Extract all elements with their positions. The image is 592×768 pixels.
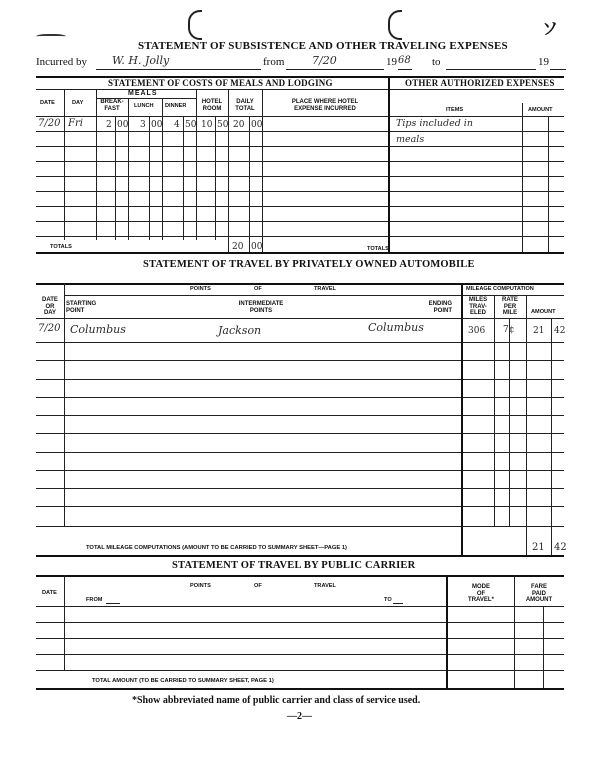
totals-right-label: TOTALS	[367, 246, 389, 252]
carrier-hdr-to: TO	[384, 597, 392, 603]
item-note-line2: meals	[396, 134, 425, 145]
carrier-hdr-from: FROM	[86, 597, 103, 603]
hdr-date: DATE	[40, 100, 55, 106]
carrier-travel-word: TRAVEL	[314, 583, 336, 589]
auto-hdr-amount: AMOUNT	[531, 309, 556, 315]
page-number: —2—	[287, 711, 312, 722]
corner-mark: ソ	[542, 19, 559, 38]
auto-of-word: OF	[254, 286, 262, 292]
carrier-hdr-date: DATE	[42, 590, 57, 596]
auto-hdr-date: DATE OR DAY	[42, 297, 58, 316]
main-title: STATEMENT OF SUBSISTENCE AND OTHER TRAVELING EXPENSES	[138, 40, 508, 52]
auto-hdr-miles: MILES TRAV- ELED	[468, 297, 488, 316]
other-expenses-title: OTHER AUTHORIZED EXPENSES	[405, 78, 555, 88]
auto-hdr-intermediate: INTERMEDIATE POINTS	[238, 301, 284, 314]
auto-total-dollars: 21	[532, 542, 545, 553]
carrier-hdr-mode: MODE OF TRAVEL*	[468, 584, 494, 603]
from-label: from	[263, 56, 285, 68]
meal-row-day: Fri	[68, 118, 83, 129]
breakfast-dollars: 2	[106, 120, 112, 130]
carrier-footnote: *Show abbreviated name of public carrier and class of service used.	[132, 695, 421, 706]
auto-hdr-ending: ENDING POINT	[428, 301, 452, 314]
hdr-amount: AMOUNT	[528, 107, 553, 113]
daily-cents: 00	[251, 120, 263, 130]
carrier-total-label: TOTAL AMOUNT (TO BE CARRIED TO SUMMARY SHEET, PAGE 1)	[92, 678, 274, 684]
totals-label: TOTALS	[50, 244, 72, 250]
totals-daily-cents: 00	[251, 242, 263, 252]
carrier-section-title: STATEMENT OF TRAVEL BY PUBLIC CARRIER	[172, 560, 416, 571]
auto-row-amount-dollars: 21	[533, 326, 545, 336]
meals-section-title: STATEMENT OF COSTS OF MEALS AND LODGING	[108, 78, 333, 88]
hdr-lunch: LUNCH	[134, 103, 154, 109]
year1-prefix: 19	[386, 56, 397, 68]
auto-total-label: TOTAL MILEAGE COMPUTATIONS (AMOUNT TO BE CARRIED TO SUMMARY SHEET—PAGE 1)	[86, 545, 347, 551]
auto-hdr-rate: RATE PER MILE	[502, 297, 518, 316]
carrier-hdr-fare: FARE PAID AMOUNT	[525, 584, 553, 603]
from-value: 7/20	[312, 54, 337, 67]
carrier-of-word: OF	[254, 583, 262, 589]
lunch-cents: 00	[151, 120, 163, 130]
incurred-by-value: W. H. Jolly	[112, 54, 170, 67]
hdr-hotel: HOTEL ROOM	[201, 99, 223, 112]
meals-group-label: MEALS	[128, 90, 158, 97]
to-label: to	[432, 56, 441, 68]
hdr-breakfast: BREAK- FAST	[100, 99, 124, 112]
auto-row-date: 7/20	[38, 323, 61, 334]
auto-travel-word: TRAVEL	[314, 286, 336, 292]
auto-row-amount-cents: 42	[554, 326, 566, 336]
auto-hdr-starting: STARTING POINT	[66, 301, 97, 314]
year1-value: 68	[398, 55, 411, 66]
hdr-items: ITEMS	[446, 107, 464, 113]
daily-dollars: 20	[233, 120, 245, 130]
hotel-cents: 50	[217, 120, 229, 130]
meal-row-date: 7/20	[38, 118, 61, 129]
auto-row-miles: 306	[468, 326, 486, 336]
carrier-points-word: POINTS	[190, 583, 211, 589]
auto-section-title: STATEMENT OF TRAVEL BY PRIVATELY OWNED AUTOMOBILE	[143, 259, 475, 270]
hdr-place: PLACE WHERE HOTEL EXPENSE INCURRED	[291, 99, 359, 112]
year2-prefix: 19	[538, 56, 549, 68]
auto-points-word: POINTS	[190, 286, 211, 292]
auto-row-starting: Columbus	[70, 323, 126, 336]
mileage-title: MILEAGE COMPUTATION	[466, 286, 534, 292]
auto-row-rate: 7¢	[503, 325, 515, 335]
auto-row-ending: Columbus	[368, 321, 424, 334]
auto-row-intermediate: Jackson	[218, 324, 262, 337]
dinner-dollars: 4	[174, 120, 180, 130]
incurred-by-label: Incurred by	[36, 56, 88, 68]
lunch-dollars: 3	[140, 120, 146, 130]
hotel-dollars: 10	[201, 120, 213, 130]
breakfast-cents: 00	[117, 120, 129, 130]
dinner-cents: 50	[185, 120, 197, 130]
hdr-day: DAY	[72, 100, 84, 106]
totals-daily-dollars: 20	[232, 242, 244, 252]
hdr-dinner: DINNER	[165, 103, 187, 109]
hdr-daily: DAILY TOTAL	[235, 99, 255, 112]
item-note-line1: Tips included in	[396, 118, 473, 129]
auto-total-cents: 42	[554, 542, 567, 553]
